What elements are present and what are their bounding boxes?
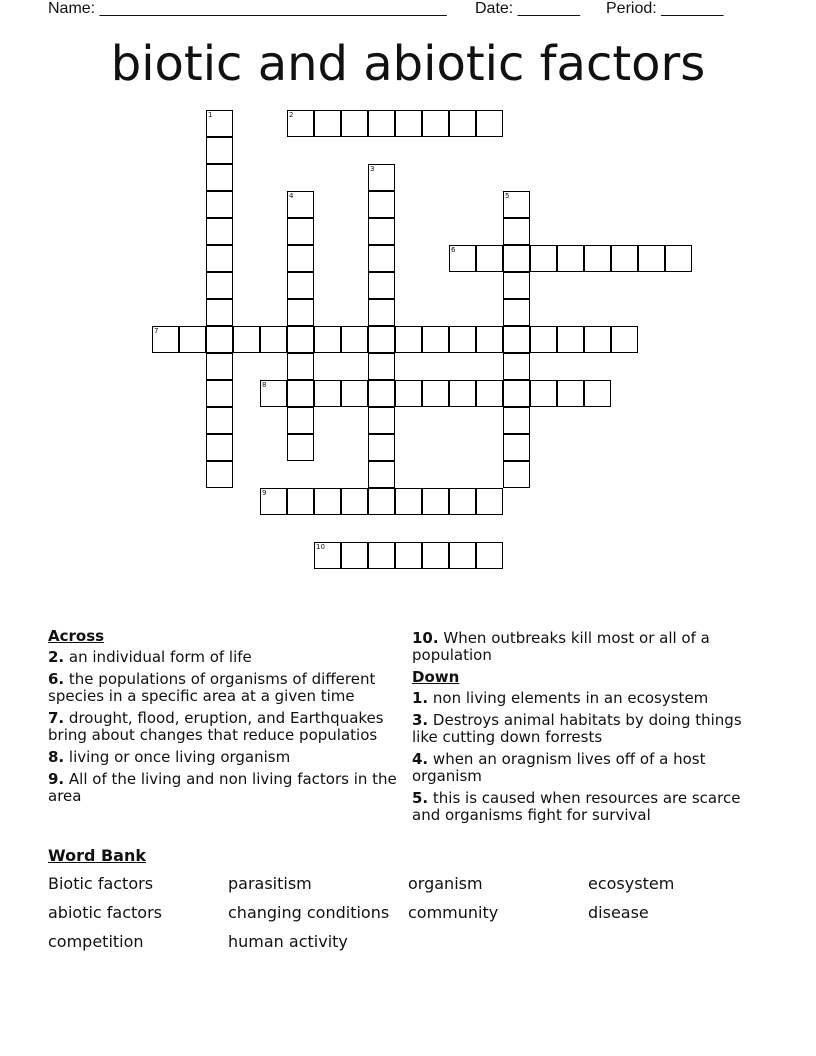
crossword-cell[interactable] xyxy=(449,326,476,353)
crossword-cell[interactable] xyxy=(206,272,233,299)
crossword-cell[interactable] xyxy=(206,299,233,326)
word-bank-title: Word Bank xyxy=(48,846,147,865)
date-field[interactable]: Date: _______ xyxy=(475,0,580,17)
crossword-cell[interactable] xyxy=(449,380,476,407)
across-clues xyxy=(48,628,398,810)
word-bank xyxy=(48,874,768,951)
crossword-cell[interactable] xyxy=(287,272,314,299)
crossword-cell[interactable] xyxy=(368,488,395,515)
crossword-cell[interactable] xyxy=(260,326,287,353)
crossword-cell[interactable] xyxy=(287,299,314,326)
crossword-cell[interactable] xyxy=(368,434,395,461)
crossword-cell[interactable] xyxy=(584,326,611,353)
crossword-cell[interactable] xyxy=(206,164,233,191)
crossword-cell[interactable] xyxy=(449,110,476,137)
crossword-cell[interactable] xyxy=(206,137,233,164)
crossword-cell[interactable] xyxy=(206,353,233,380)
crossword-cell[interactable] xyxy=(530,380,557,407)
clue-number: 10 xyxy=(316,543,325,551)
crossword-cell[interactable] xyxy=(557,380,584,407)
word-bank-item: community xyxy=(408,903,499,922)
crossword-cell[interactable] xyxy=(341,542,368,569)
crossword-cell[interactable] xyxy=(503,326,530,353)
crossword-cell[interactable] xyxy=(395,326,422,353)
page-title: biotic and abiotic factors xyxy=(110,36,706,92)
crossword-cell[interactable] xyxy=(287,218,314,245)
clue-across-2: 2. an individual form of life xyxy=(48,648,252,666)
clue-across-7: 7. drought, flood, eruption, and Earthquakes bring about changes that reduce populatios xyxy=(48,709,384,744)
crossword-cell[interactable] xyxy=(233,326,260,353)
crossword-cell[interactable] xyxy=(368,326,395,353)
crossword-cell[interactable] xyxy=(476,488,503,515)
crossword-cell[interactable] xyxy=(584,380,611,407)
clue-down-1: 1. non living elements in an ecosystem xyxy=(412,689,709,707)
word-bank-item: disease xyxy=(588,903,649,922)
crossword-cell[interactable] xyxy=(449,488,476,515)
crossword-cell[interactable] xyxy=(368,164,395,191)
crossword-cell[interactable] xyxy=(503,353,530,380)
crossword-cell[interactable] xyxy=(503,434,530,461)
crossword-cell[interactable] xyxy=(503,461,530,488)
clue-across-10: 10. When outbreaks kill most or all of a population xyxy=(412,629,710,664)
crossword-cell[interactable] xyxy=(530,326,557,353)
crossword-cell[interactable] xyxy=(206,110,233,137)
word-bank-item: abiotic factors xyxy=(48,903,163,922)
crossword-cell[interactable] xyxy=(476,326,503,353)
word-bank-item: Biotic factors xyxy=(48,874,154,893)
crossword-cell[interactable] xyxy=(611,326,638,353)
crossword-cell[interactable] xyxy=(503,245,530,272)
crossword-cell[interactable] xyxy=(368,461,395,488)
crossword-cell[interactable] xyxy=(503,191,530,218)
crossword-cell[interactable] xyxy=(476,110,503,137)
clue-number: 5 xyxy=(505,192,510,200)
crossword-cell[interactable] xyxy=(503,299,530,326)
crossword-cell[interactable] xyxy=(476,542,503,569)
crossword-cell[interactable] xyxy=(368,272,395,299)
crossword-cell[interactable] xyxy=(395,110,422,137)
crossword-cell[interactable] xyxy=(422,380,449,407)
word-bank-item: changing conditions xyxy=(228,903,390,922)
crossword-cell[interactable] xyxy=(503,407,530,434)
crossword-cell[interactable] xyxy=(260,488,287,515)
crossword-cell[interactable] xyxy=(665,245,692,272)
crossword-cell[interactable] xyxy=(260,380,287,407)
crossword-cell[interactable] xyxy=(368,407,395,434)
crossword-cell[interactable] xyxy=(341,380,368,407)
crossword-cell[interactable] xyxy=(341,488,368,515)
clue-down-5: 5. this is caused when resources are scarce and organisms fight for survival xyxy=(412,789,741,824)
crossword-cell[interactable] xyxy=(503,380,530,407)
crossword-cell[interactable] xyxy=(557,245,584,272)
crossword-cell[interactable] xyxy=(287,380,314,407)
crossword-cell[interactable] xyxy=(449,542,476,569)
crossword-cell[interactable] xyxy=(368,353,395,380)
crossword-cell[interactable] xyxy=(503,218,530,245)
crossword-cell[interactable] xyxy=(287,110,314,137)
word-bank-item: competition xyxy=(48,932,144,951)
crossword-cell[interactable] xyxy=(422,110,449,137)
crossword-cell[interactable] xyxy=(314,326,341,353)
crossword-cell[interactable] xyxy=(476,380,503,407)
clue-across-6: 6. the populations of organisms of different species in a specific area at a given time xyxy=(48,670,376,705)
crossword-cell[interactable] xyxy=(287,191,314,218)
crossword-cell[interactable] xyxy=(422,488,449,515)
crossword-cell[interactable] xyxy=(557,326,584,353)
crossword-cell[interactable] xyxy=(395,488,422,515)
crossword-cell[interactable] xyxy=(368,191,395,218)
word-bank-item: ecosystem xyxy=(588,874,675,893)
crossword-cell[interactable] xyxy=(341,326,368,353)
crossword-cell[interactable] xyxy=(314,380,341,407)
crossword-cell[interactable] xyxy=(206,218,233,245)
crossword-cell[interactable] xyxy=(638,245,665,272)
clue-down-4: 4. when an oragnism lives off of a host organism xyxy=(412,750,706,785)
crossword-cell[interactable] xyxy=(530,245,557,272)
crossword-cell[interactable] xyxy=(341,110,368,137)
name-field[interactable]: Name: _______________________________________ xyxy=(48,0,447,17)
clue-across-9: 9. All of the living and non living factors in the area xyxy=(48,770,397,805)
across-heading: Across xyxy=(48,627,105,645)
crossword-cell[interactable] xyxy=(368,245,395,272)
crossword-cell[interactable] xyxy=(314,110,341,137)
clue-number: 4 xyxy=(289,192,294,200)
crossword-cell[interactable] xyxy=(449,245,476,272)
crossword-cell[interactable] xyxy=(476,245,503,272)
clue-number: 6 xyxy=(451,246,456,254)
crossword-cell[interactable] xyxy=(584,245,611,272)
crossword-cell[interactable] xyxy=(152,326,179,353)
crossword-cell[interactable] xyxy=(206,326,233,353)
crossword-cell[interactable] xyxy=(314,542,341,569)
crossword-cell[interactable] xyxy=(287,245,314,272)
crossword-cell[interactable] xyxy=(422,542,449,569)
crossword-cell[interactable] xyxy=(287,407,314,434)
clue-number: 8 xyxy=(262,381,267,389)
crossword-cell[interactable] xyxy=(206,461,233,488)
crossword-cell[interactable] xyxy=(287,488,314,515)
crossword-cell[interactable] xyxy=(611,245,638,272)
clue-number: 1 xyxy=(208,111,213,119)
crossword-cell[interactable] xyxy=(503,272,530,299)
crossword-cell[interactable] xyxy=(206,434,233,461)
crossword-cell[interactable] xyxy=(206,380,233,407)
crossword-cell[interactable] xyxy=(206,407,233,434)
crossword-cell[interactable] xyxy=(287,434,314,461)
crossword-cell[interactable] xyxy=(368,542,395,569)
down-heading: Down xyxy=(412,668,460,686)
crossword-cell[interactable] xyxy=(368,110,395,137)
word-bank-item: parasitism xyxy=(228,874,312,893)
crossword-cell[interactable] xyxy=(287,326,314,353)
word-bank-item: organism xyxy=(408,874,483,893)
period-field[interactable]: Period: _______ xyxy=(606,0,724,17)
clue-number: 2 xyxy=(289,111,294,119)
clue-across-8: 8. living or once living organism xyxy=(48,748,291,766)
clue-number: 7 xyxy=(154,327,159,335)
word-bank-item: human activity xyxy=(228,932,348,951)
clue-number: 3 xyxy=(370,165,375,173)
crossword-cell[interactable] xyxy=(314,488,341,515)
clue-down-3: 3. Destroys animal habitats by doing things like cutting down forrests xyxy=(412,711,742,746)
crossword-cell[interactable] xyxy=(422,326,449,353)
crossword-cell[interactable] xyxy=(368,218,395,245)
crossword-cell[interactable] xyxy=(206,191,233,218)
crossword-cell[interactable] xyxy=(395,380,422,407)
crossword-cell[interactable] xyxy=(179,326,206,353)
clue-number: 9 xyxy=(262,489,267,497)
crossword-cell[interactable] xyxy=(368,299,395,326)
down-clues xyxy=(412,630,757,829)
crossword-cell[interactable] xyxy=(206,245,233,272)
crossword-cell[interactable] xyxy=(395,542,422,569)
crossword-cell[interactable] xyxy=(287,353,314,380)
crossword-cell[interactable] xyxy=(368,380,395,407)
